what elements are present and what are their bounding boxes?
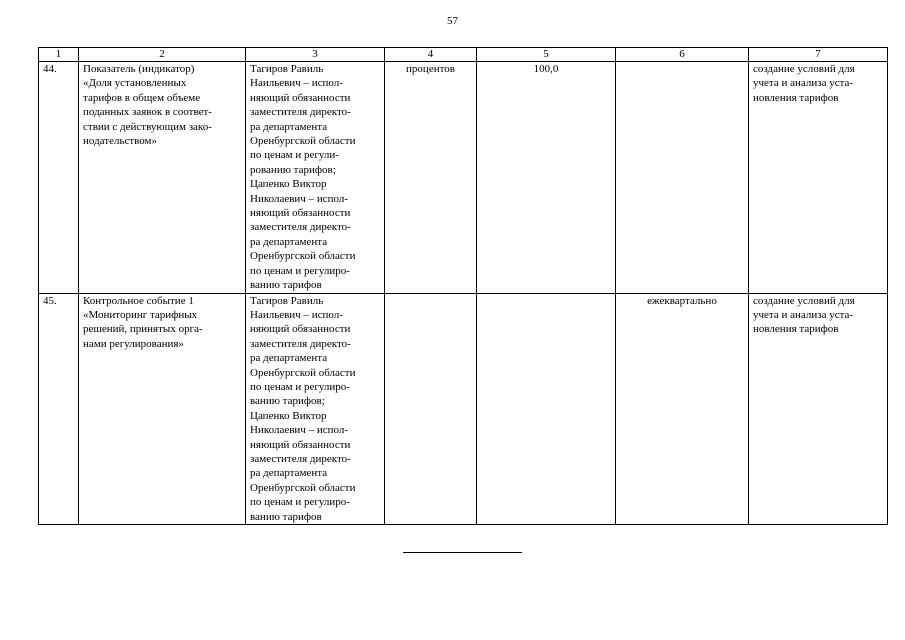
purpose-cell-line: новления тарифов [753,323,839,336]
indicator-cell [79,293,246,525]
purpose-cell-line: создание условий для [753,63,855,75]
responsible-cell-line: по ценам и регулиро- [250,496,350,509]
footer-divider [403,552,522,553]
header-col-1: 1 [39,48,79,62]
responsible-cell-line: Наильевич – испол- [250,308,343,321]
responsible-cell-line: по ценам и регули- [250,149,339,162]
table-body [39,62,888,525]
responsible-cell-line: ванию тарифов; [250,395,325,408]
responsible-cell-line: заместителя директо- [250,106,351,119]
responsible-cell-line: ра департамента [250,235,328,248]
responsible-cell-line: заместителя директо- [250,337,351,350]
indicator-cell [79,62,246,294]
indicator-cell-line: «Доля установленных [83,77,187,90]
responsible-cell [246,62,385,294]
header-col-5: 5 [477,48,616,62]
purpose-cell [749,293,888,525]
value-cell: 100,0 [477,62,616,294]
indicator-cell-line: Контрольное событие 1 [83,294,194,307]
period-cell [616,62,749,294]
indicator-cell-line: ствии с действующим зако- [83,120,212,133]
header-col-4: 4 [385,48,477,62]
table-row [39,293,888,525]
indicators-table [38,47,888,525]
responsible-cell-line: Николаевич – испол- [250,424,349,437]
indicator-cell-line: нодательством» [83,135,158,148]
responsible-cell-line: няющий обязанности [250,207,351,220]
responsible-cell-line: заместителя директо- [250,452,351,465]
responsible-cell [246,293,385,525]
period-cell: ежеквартально [616,293,749,525]
responsible-cell-line: Тагиров Равиль [250,63,324,75]
purpose-cell-line: создание условий для [753,294,855,307]
responsible-cell-line: Оренбургской области [250,250,356,263]
header-col-6: 6 [616,48,749,62]
purpose-cell [749,62,888,294]
responsible-cell-line: Тагиров Равиль [250,294,324,307]
header-col-2: 2 [79,48,246,62]
responsible-cell-line: рованию тарифов; [250,163,336,176]
page-number: 57 [447,15,458,27]
responsible-cell-line: Цапенко Виктор [250,409,327,422]
row-number-cell: 45. [39,293,79,525]
row-number-cell: 44. [39,62,79,294]
indicator-cell-line: Показатель (индикатор) [83,63,195,75]
responsible-cell-line: Цапенко Виктор [250,178,327,191]
header-row [39,48,888,62]
responsible-cell-line: по ценам и регулиро- [250,380,350,393]
responsible-cell-line: няющий обязанности [250,91,351,104]
purpose-cell-line: новления тарифов [753,91,839,104]
indicator-cell-line: тарифов в общем объеме [83,91,201,104]
purpose-cell-line: учета и анализа уста- [753,77,854,90]
responsible-cell-line: ра департамента [250,467,328,480]
indicator-cell-line: поданных заявок в соответ- [83,106,212,119]
responsible-cell-line: ра департамента [250,120,328,133]
responsible-cell-line: Оренбургской области [250,481,356,494]
purpose-cell-line: учета и анализа уста- [753,308,854,321]
header-col-3: 3 [246,48,385,62]
value-cell [477,293,616,525]
responsible-cell-line: няющий обязанности [250,323,351,336]
responsible-cell-line: няющий обязанности [250,438,351,451]
indicator-cell-line: нами регулирования» [83,337,184,350]
indicator-cell-line: «Мониторинг тарифных [83,308,198,321]
table-row [39,62,888,294]
responsible-cell-line: по ценам и регулиро- [250,264,350,277]
unit-cell [385,293,477,525]
responsible-cell-line: Николаевич – испол- [250,192,349,205]
header-col-7: 7 [749,48,888,62]
indicator-cell-line: решений, принятых орга- [83,323,203,336]
unit-cell: процентов [385,62,477,294]
responsible-cell-line: Оренбургской области [250,366,356,379]
table-header [39,48,888,62]
responsible-cell-line: ванию тарифов [250,279,322,292]
responsible-cell-line: Наильевич – испол- [250,77,343,90]
responsible-cell-line: ванию тарифов [250,510,322,523]
responsible-cell-line: Оренбургской области [250,135,356,148]
responsible-cell-line: заместителя директо- [250,221,351,234]
responsible-cell-line: ра департамента [250,352,328,365]
